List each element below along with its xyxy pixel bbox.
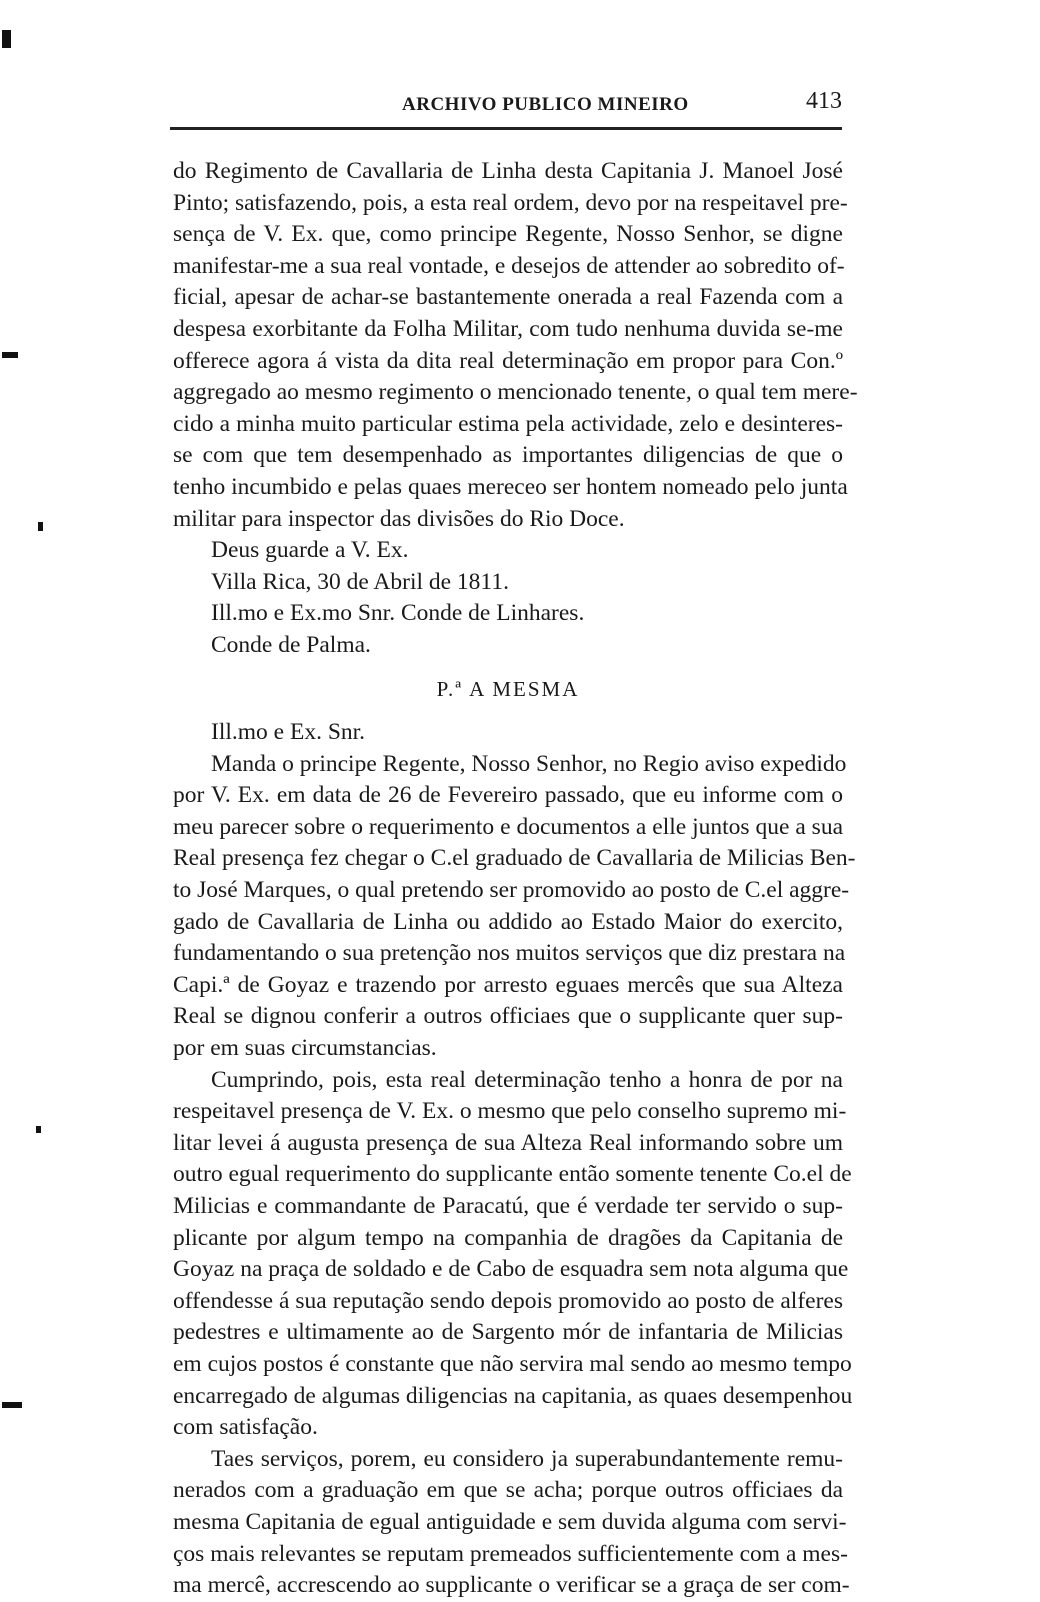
- section-gap: [173, 662, 843, 674]
- text-line: meu parecer sobre o requerimento e documentos a elle juntos que a sua: [173, 813, 843, 840]
- text-line: ma mercê, accrescendo ao supplicante o verificar se a graça de ser com-: [173, 1572, 850, 1599]
- text-line: cido a minha muito particular estima pela actividade, zelo e desinteres-: [173, 410, 843, 437]
- scan-mark: [2, 1402, 22, 1408]
- text-line: tenho incumbido e pelas quaes mereceo ser hontem nomeado pelo junta: [173, 473, 848, 500]
- text-line: Milicias e commandante de Paracatú, que é verdade ter servido o sup-: [173, 1193, 843, 1219]
- scan-mark: [2, 30, 11, 48]
- page-header: [170, 88, 842, 128]
- text-line: to José Marques, o qual pretendo ser promovido ao posto de C.el aggre-: [173, 877, 850, 904]
- text-line: respeitavel presença de V. Ex. o mesmo que pelo conselho supremo mi-: [173, 1098, 847, 1125]
- text-line: Pinto; satisfazendo, pois, a esta real ordem, devo por na respeitavel pre-: [173, 189, 848, 216]
- text-line: Goyaz na praça de soldado e de Cabo de esquadra sem nota alguma que: [173, 1256, 849, 1283]
- scan-mark: [2, 352, 18, 358]
- text-line: Manda o principe Regente, Nosso Senhor, no Regio aviso expedido: [211, 750, 847, 777]
- text-line: com satisfação.: [173, 1414, 318, 1441]
- text-line: pedestres e ultimamente ao de Sargento mór de infantaria de Milicias: [173, 1319, 843, 1346]
- running-head: ARCHIVO PUBLICO MINEIRO: [402, 94, 689, 115]
- text-line: ços mais relevantes se reputam premeados sufficientemente com a mes-: [173, 1540, 848, 1567]
- text-line: despesa exorbitante da Folha Militar, com tudo nenhuma duvida se-me: [173, 315, 843, 342]
- header-rule: [170, 127, 842, 130]
- text-line: Cumprindo, pois, esta real determinação tenho a honra de por na: [211, 1066, 843, 1093]
- page-number: 413: [806, 88, 842, 114]
- scan-mark: [36, 1126, 41, 1133]
- text-line: do Regimento de Cavallaria de Linha desta Capitania J. Manoel José: [173, 158, 843, 184]
- text-line: por em suas circumstancias.: [173, 1035, 437, 1062]
- text-line: aggregado ao mesmo regimento o mencionado tenente, o qual tem mere-: [173, 379, 858, 406]
- place-date: Villa Rica, 30 de Abril de 1811.: [211, 568, 509, 595]
- text-line: offendesse á sua reputação sendo depois promovido ao posto de alferes: [173, 1287, 843, 1314]
- text-line: em cujos postos é constante que não servira mal sendo ao mesmo tempo: [173, 1350, 852, 1377]
- text-line: manifestar-me a sua real vontade, e desejos de attender ao sobredito of-: [173, 252, 845, 279]
- text-line: por V. Ex. em data de 26 de Fevereiro passado, que eu informe com o: [173, 782, 843, 809]
- text-line: militar para inspector das divisões do Rio Doce.: [173, 505, 625, 532]
- scan-mark: [38, 522, 43, 531]
- signature: Conde de Palma.: [211, 631, 371, 658]
- text-line: mesma Capitania de egual antiguidade e sem duvida alguma com servi-: [173, 1508, 847, 1535]
- text-line: se com que tem desempenhado as importantes diligencias de que o: [173, 442, 843, 469]
- text-line: Capi.ª de Goyaz e trazendo por arresto eguaes mercês que sua Alteza: [173, 971, 843, 998]
- addressee: Ill.mo e Ex.mo Snr. Conde de Linhares.: [211, 600, 585, 627]
- text-line: plicante por algum tempo na companhia de dragões da Capitania de: [173, 1224, 843, 1251]
- text-line: gado de Cavallaria de Linha ou addido ao Estado Maior do exercito,: [173, 908, 843, 935]
- letter-heading: P.ª A MESMA: [436, 676, 580, 701]
- body-text: [173, 156, 858, 1602]
- text-line: outro egual requerimento do supplicante então somente tenente Co.el de: [173, 1161, 852, 1188]
- text-line: sença de V. Ex. que, como principe Regente, Nosso Senhor, se digne: [173, 221, 843, 248]
- text-line: Taes serviços, porem, eu considero ja superabundantemente remu-: [211, 1445, 843, 1472]
- text-line: fundamentando o sua pretenção nos muitos serviços que diz prestara na: [173, 940, 846, 967]
- text-line: nerados com a graduação em que se acha; porque outros officiaes da: [173, 1477, 843, 1504]
- text-line: litar levei á augusta presença de sua Alteza Real informando sobre um: [173, 1129, 843, 1156]
- text-line: offerece agora á vista da dita real determinação em propor para Con.º: [173, 347, 843, 374]
- text-line: encarregado de algumas diligencias na capitania, as quaes desempenhou: [173, 1382, 853, 1409]
- closing-salutation: Deus guarde a V. Ex.: [211, 537, 409, 564]
- text-line: Real presença fez chegar o C.el graduado de Cavallaria de Milicias Ben-: [173, 845, 856, 872]
- text-line: ficial, apesar de achar-se bastantemente onerada a real Fazenda com a: [173, 284, 843, 311]
- salutation: Ill.mo e Ex. Snr.: [211, 719, 366, 746]
- text-line: Real se dignou conferir a outros officiaes que o supplicante quer sup-: [173, 1003, 843, 1030]
- section-gap: [173, 705, 843, 717]
